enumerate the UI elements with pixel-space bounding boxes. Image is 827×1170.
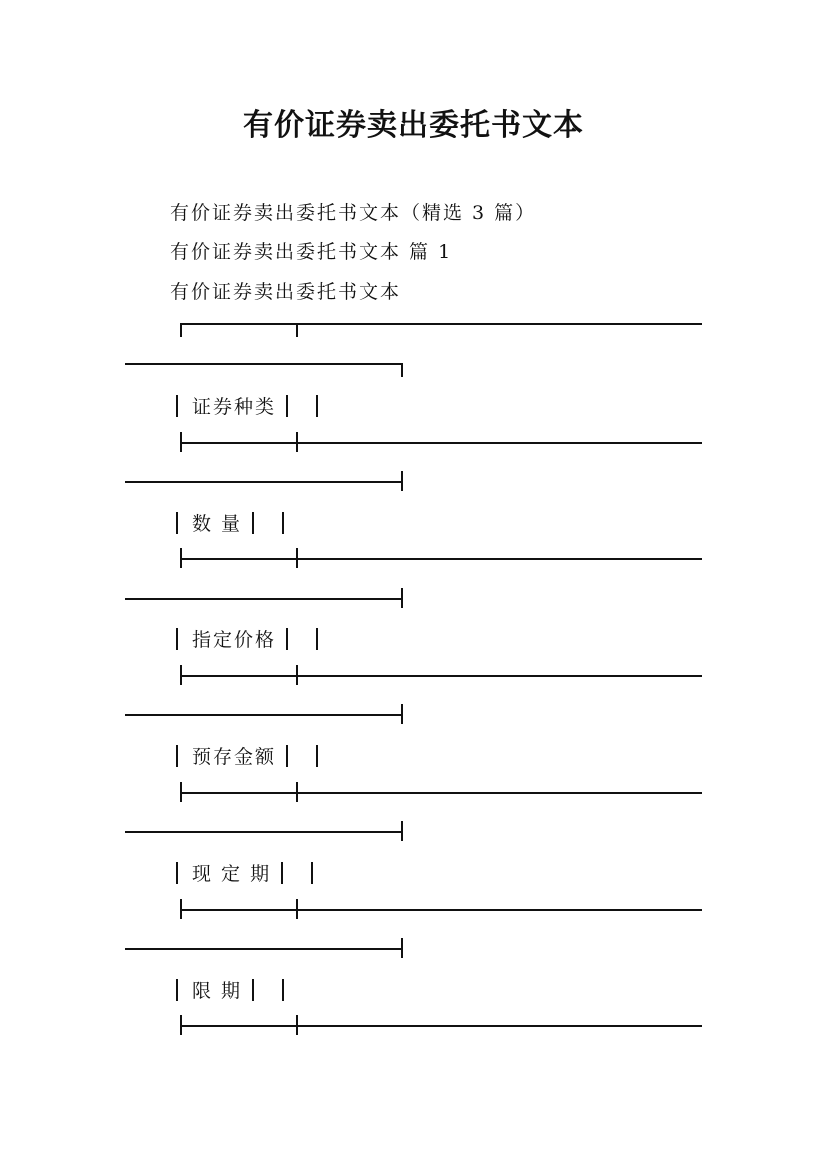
row-label: 限 期 (192, 980, 243, 1002)
table-row (176, 392, 318, 419)
heading-line-1: 有价证券卖出委托书文本（精选 3 篇） (170, 202, 537, 224)
table-row (176, 625, 318, 652)
table-row (176, 859, 313, 886)
row-label: 证券种类 (192, 396, 277, 418)
heading-line-3: 有价证券卖出委托书文本 (170, 281, 402, 303)
heading-line-2: 有价证券卖出委托书文本 篇 1 (170, 241, 453, 263)
row-label: 指定价格 (192, 629, 277, 651)
table-row (176, 742, 318, 769)
document-title: 有价证券卖出委托书文本 (243, 108, 584, 143)
table-row (176, 509, 284, 536)
row-label: 预存金额 (192, 746, 277, 768)
table-row (176, 976, 284, 1003)
row-label: 数 量 (192, 513, 243, 535)
row-label: 现 定 期 (192, 863, 272, 885)
